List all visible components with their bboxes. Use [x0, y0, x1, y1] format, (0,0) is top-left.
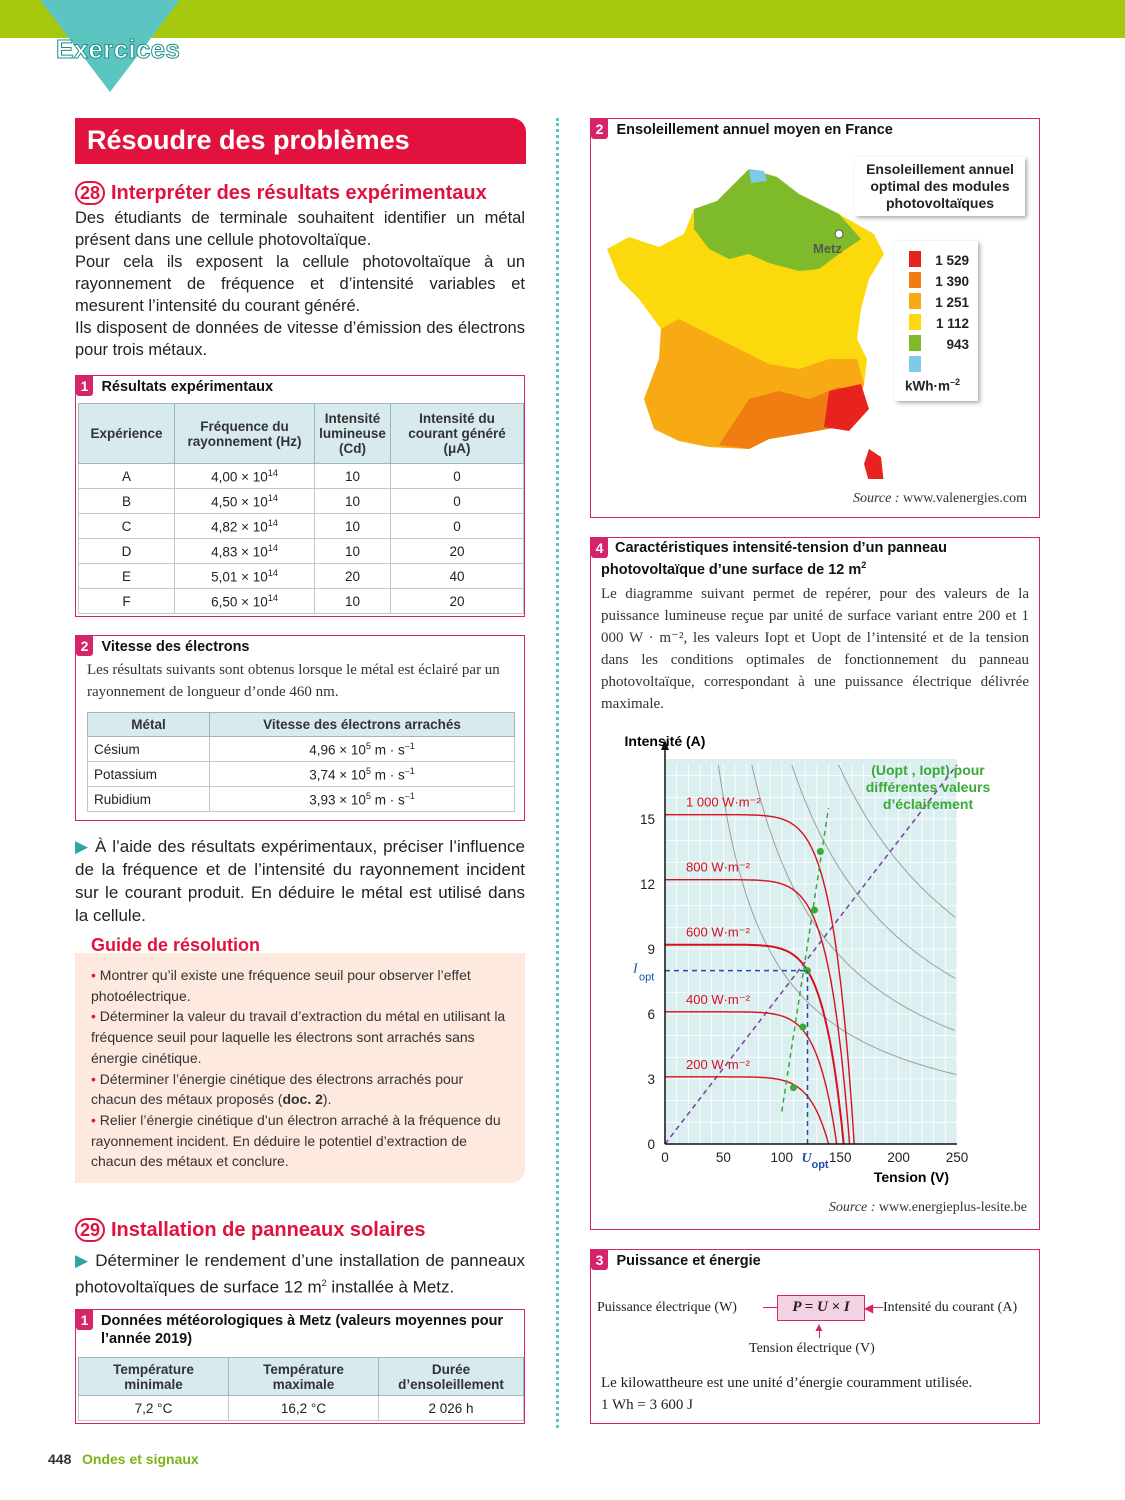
legend-swatch [909, 251, 921, 267]
france-map [599, 159, 899, 479]
arrow-head-left-icon: ◀ [864, 1301, 874, 1315]
legend-swatch [909, 314, 921, 330]
results-table [78, 403, 524, 614]
y-tick-label: 12 [639, 877, 655, 892]
table-row [79, 514, 524, 539]
table-cell: D [79, 539, 175, 564]
page-number: 448 [48, 1451, 72, 1467]
doc2-heading [76, 636, 250, 656]
chapter-name: Ondes et signaux [82, 1451, 199, 1467]
ex29-doc1-box [75, 1309, 525, 1424]
table-header-row [88, 713, 515, 737]
guide-item: • Montrer qu’il existe une fréquence seuil pour observer l’effet photoélectrique. [91, 967, 471, 1004]
doc1-heading [76, 376, 273, 396]
legend-swatch [909, 335, 921, 351]
exercise-28-question [75, 835, 525, 927]
doc-title: Vitesse des électrons [101, 639, 250, 655]
annotation-text: (Uopt , Iopt) pour différentes valeurs d’éclairement [865, 762, 991, 812]
table-row [79, 1396, 524, 1421]
arrow-head-up-icon: ▲ [813, 1320, 825, 1334]
chart-source: Source : www.energieplus-lesite.be [828, 1200, 1027, 1215]
guide-item: • Déterminer la valeur du travail d’extraction du métal en utilisant la fréquence seuil pour laquelle les électrons sont arrachés sans énergie cinétique. [91, 1008, 506, 1066]
table-cell: 0 [391, 514, 524, 539]
table-row [79, 589, 524, 614]
column-divider [556, 118, 559, 1428]
intro-paragraph: Ils disposent de données de vitesse d’émission des électrons pour trois métaux. [75, 319, 525, 359]
x-tick-label: 150 [828, 1150, 852, 1165]
table-cell: Césium [88, 737, 210, 762]
exercise-29-heading [75, 1218, 526, 1242]
voltage-label: Tension électrique (V) [749, 1341, 875, 1356]
guide-title: Guide de résolution [91, 935, 261, 955]
table-cell: Rubidium [88, 787, 210, 812]
play-arrow-icon: ▶ [75, 837, 90, 856]
doc-title: Ensoleillement annuel moyen en France [616, 122, 893, 138]
doc-number: 3 [591, 1250, 608, 1270]
legend-unit: $kWh\cdot m^{-2}$ [905, 377, 961, 394]
text-line: 1 Wh = 3 600 J [601, 1397, 693, 1413]
doc-heading [591, 119, 893, 139]
doc-heading [76, 1310, 522, 1347]
table-row [79, 539, 524, 564]
y-tick-label: 3 [647, 1072, 655, 1087]
legend-item [909, 354, 969, 374]
column-header: Température maximale [229, 1358, 379, 1396]
exercise-number: 28 [75, 181, 105, 205]
power-label: Puissance électrique (W) [597, 1300, 737, 1315]
table-cell: 20 [391, 539, 524, 564]
column-header: Intensité du courant généré (μA) [391, 404, 524, 464]
legend-box [895, 241, 978, 401]
column-header: Fréquence du rayonnement (Hz) [175, 404, 315, 464]
doc-number: 1 [76, 376, 93, 396]
table-cell: $4,83 \times 10^{14}$ [175, 539, 315, 564]
table-cell: 10 [315, 539, 391, 564]
column-header: Vitesse des électrons arrachés [210, 713, 515, 737]
table-cell: $5,01 \times 10^{14}$ [175, 564, 315, 589]
doc3-text [601, 1372, 972, 1416]
table-cell: F [79, 589, 175, 614]
column-header: Métal [88, 713, 210, 737]
intro-paragraph: Pour cela ils exposent la cellule photovoltaïque à un rayonnement de fréquence et d’intensité variables et mesurent l’intensité du courant généré. [75, 253, 525, 315]
exercise-title: Interpréter des résultats expérimentaux [111, 182, 487, 204]
i-opt-sub: opt [639, 971, 655, 984]
optimum-point [799, 1024, 806, 1031]
x-axis-label: Tension (V) [873, 1169, 949, 1185]
metz-marker [835, 230, 843, 238]
iv-chart [597, 728, 1037, 1198]
column-header: Température minimale [79, 1358, 229, 1396]
current-label: Intensité du courant (A) [883, 1300, 1018, 1315]
table-row [88, 787, 515, 812]
table-cell: 40 [391, 564, 524, 589]
table-cell: 10 [315, 589, 391, 614]
legend-label: 943 [946, 337, 969, 352]
table-cell: 10 [315, 489, 391, 514]
table-cell: Potassium [88, 762, 210, 787]
x-tick-label: 200 [887, 1150, 910, 1165]
map-doc-box [590, 118, 1040, 518]
table-cell: 20 [315, 564, 391, 589]
table-cell: 0 [391, 464, 524, 489]
corsica [864, 449, 884, 479]
series-label: 400 W·m⁻² [686, 991, 750, 1007]
doc-title: Caractéristiques intensité-tension d’un panneau photovoltaïque d’une surface de 12 $m^2$ [601, 540, 947, 578]
table-row [79, 564, 524, 589]
legend-item [909, 333, 969, 353]
table-cell: $3,74 \times 10^5$ $m \cdot s^{-1}$ [210, 762, 515, 787]
map-zone-blue [749, 169, 767, 183]
y-tick-label: 0 [647, 1137, 655, 1152]
table-cell: 10 [315, 514, 391, 539]
optimum-point [811, 907, 818, 914]
legend-item [909, 312, 969, 332]
legend-item [909, 270, 969, 290]
table-cell: 2 026 h [379, 1396, 524, 1421]
doc4-text: Le diagramme suivant permet de repérer, pour des valeurs de la puissance lumineuse reçue par unité de surface variant entre 200 et 1 000 W · m⁻², les valeurs Iopt et Uopt de l’intensité et de la tension dans les conditions optimales de fonctionnement du panneau photovoltaïque, correspondant à une puissance électrique délivrée maximale. [601, 586, 1029, 712]
table-cell: $4,00 \times 10^{14}$ [175, 464, 315, 489]
series-label: 200 W·m⁻² [686, 1056, 750, 1072]
table-row [88, 762, 515, 787]
doc-title: Puissance et énergie [616, 1253, 761, 1269]
y-tick-label: 15 [639, 812, 655, 827]
doc-number: 2 [76, 636, 93, 656]
legend-label: 1 529 [935, 253, 969, 268]
table-cell: $4,50 \times 10^{14}$ [175, 489, 315, 514]
table-cell: 7,2 °C [79, 1396, 229, 1421]
formula-box: P = U × I [777, 1295, 865, 1321]
play-arrow-icon: ▶ [75, 1251, 90, 1270]
table-cell: 0 [391, 489, 524, 514]
city-label: Metz [813, 241, 842, 256]
x-tick-label: 100 [770, 1150, 794, 1165]
u-opt-sub: opt [811, 1159, 829, 1171]
table-header-row [79, 1358, 524, 1396]
table-cell: $3,93 \times 10^5$ $m \cdot s^{-1}$ [210, 787, 515, 812]
legend-label: 1 251 [935, 295, 969, 310]
arrow-right [871, 1307, 883, 1308]
x-tick-label: 250 [945, 1150, 969, 1165]
u-opt-label: U [801, 1151, 812, 1166]
table-cell: $4,82 \times 10^{14}$ [175, 514, 315, 539]
question-text: À l’aide des résultats expérimentaux, préciser l’influence de la fréquence et de l’intensité du rayonnement incident sur le courant produit. En déduire le métal est utilisé dans la cellule. [75, 837, 525, 925]
x-tick-label: 50 [715, 1150, 731, 1165]
guide-list [91, 965, 511, 1172]
section-title: Résoudre des problèmes [87, 125, 410, 155]
optimum-point [790, 1084, 797, 1091]
doc-heading [591, 1250, 761, 1270]
exercise-title: Installation de panneaux solaires [111, 1219, 426, 1241]
map-zone-red [824, 384, 869, 431]
text-line: Le kilowattheure est une unité d’énergie couramment utilisée. [601, 1375, 973, 1391]
x-tick-label: 0 [661, 1150, 669, 1165]
i-opt-label: I [633, 961, 638, 977]
guide-item: • Déterminer l’énergie cinétique des électrons arrachés pour chacun des métaux proposés (doc. 2). [91, 1070, 464, 1108]
annotation [843, 762, 1013, 824]
exercise-number: 29 [75, 1218, 105, 1242]
y-tick-label: 6 [647, 1007, 655, 1022]
iv-doc-box [590, 537, 1040, 1230]
exercise-28-heading [75, 181, 526, 205]
table-cell: E [79, 564, 175, 589]
optimum-point [817, 848, 824, 855]
exponent: 2 [321, 1278, 327, 1288]
speeds-table [87, 712, 515, 812]
power-doc-box [590, 1249, 1040, 1424]
arrow-vertical [819, 1330, 820, 1338]
table-header-row [79, 404, 524, 464]
table-row [79, 489, 524, 514]
table-cell: C [79, 514, 175, 539]
doc-heading [591, 538, 1037, 578]
column-header: Intensité lumineuse (Cd) [315, 404, 391, 464]
legend-item [909, 291, 969, 311]
doc2-text: Les résultats suivants sont obtenus lorsque le métal est éclairé par un rayonnement de longueur d’onde 460 nm. [87, 662, 500, 700]
exercise-29-question [75, 1249, 525, 1299]
y-tick-label: 9 [647, 942, 655, 957]
table-cell: $4,96 \times 10^5$ $m \cdot s^{-1}$ [210, 737, 515, 762]
doc-title: Données météorologiques à Metz (valeurs moyennes pour l’année 2019) [101, 1313, 504, 1347]
legend-item [909, 249, 969, 269]
doc1-results-box [75, 375, 525, 617]
exercise-28-intro [75, 207, 525, 361]
section-header [75, 118, 526, 164]
table-cell: B [79, 489, 175, 514]
legend-title: Ensoleillement annuel optimal des modules photovoltaïques [855, 157, 1025, 216]
column-header: Expérience [79, 404, 175, 464]
legend-swatch [909, 356, 921, 372]
doc-number: 2 [591, 119, 608, 139]
question-text: Déterminer le rendement d’une installation de panneaux photovoltaïques de surface 12 m [75, 1251, 525, 1297]
y-axis-label: Intensité (A) [624, 733, 706, 749]
table-cell: A [79, 464, 175, 489]
column-header: Durée d’ensoleillement [379, 1358, 524, 1396]
guide-item: • Relier l’énergie cinétique d’un électron arraché à la fréquence du rayonnement incident. En déduire le potentiel d’extraction de chacun des métaux et conclure. [91, 1111, 501, 1170]
series-label: 600 W·m⁻² [686, 924, 750, 940]
question-text-end: installée à Metz. [326, 1277, 455, 1297]
intro-paragraph: Des étudiants de terminale souhaitent identifier un métal présent dans une cellule photovoltaïque. [75, 209, 525, 249]
meteo-table [78, 1357, 524, 1421]
table-row [88, 737, 515, 762]
legend-swatch [909, 272, 921, 288]
series-label: 800 W·m⁻² [686, 859, 750, 875]
table-cell: 10 [315, 464, 391, 489]
legend-label: 1 390 [935, 274, 969, 289]
series-label: 1 000 W·m⁻² [686, 794, 761, 810]
table-cell: 16,2 °C [229, 1396, 379, 1421]
table-row [79, 464, 524, 489]
table-cell: 20 [391, 589, 524, 614]
legend-label: 1 112 [935, 316, 969, 331]
doc-number: 1 [76, 1310, 93, 1330]
exercices-tab-label: Exercices [56, 34, 181, 64]
map-source: Source : www.valenergies.com [852, 491, 1027, 506]
legend-swatch [909, 293, 921, 309]
doc-title: Résultats expérimentaux [101, 379, 274, 395]
table-cell: $6,50 \times 10^{14}$ [175, 589, 315, 614]
doc2-speeds-box [75, 635, 525, 821]
doc-number: 4 [591, 538, 608, 558]
